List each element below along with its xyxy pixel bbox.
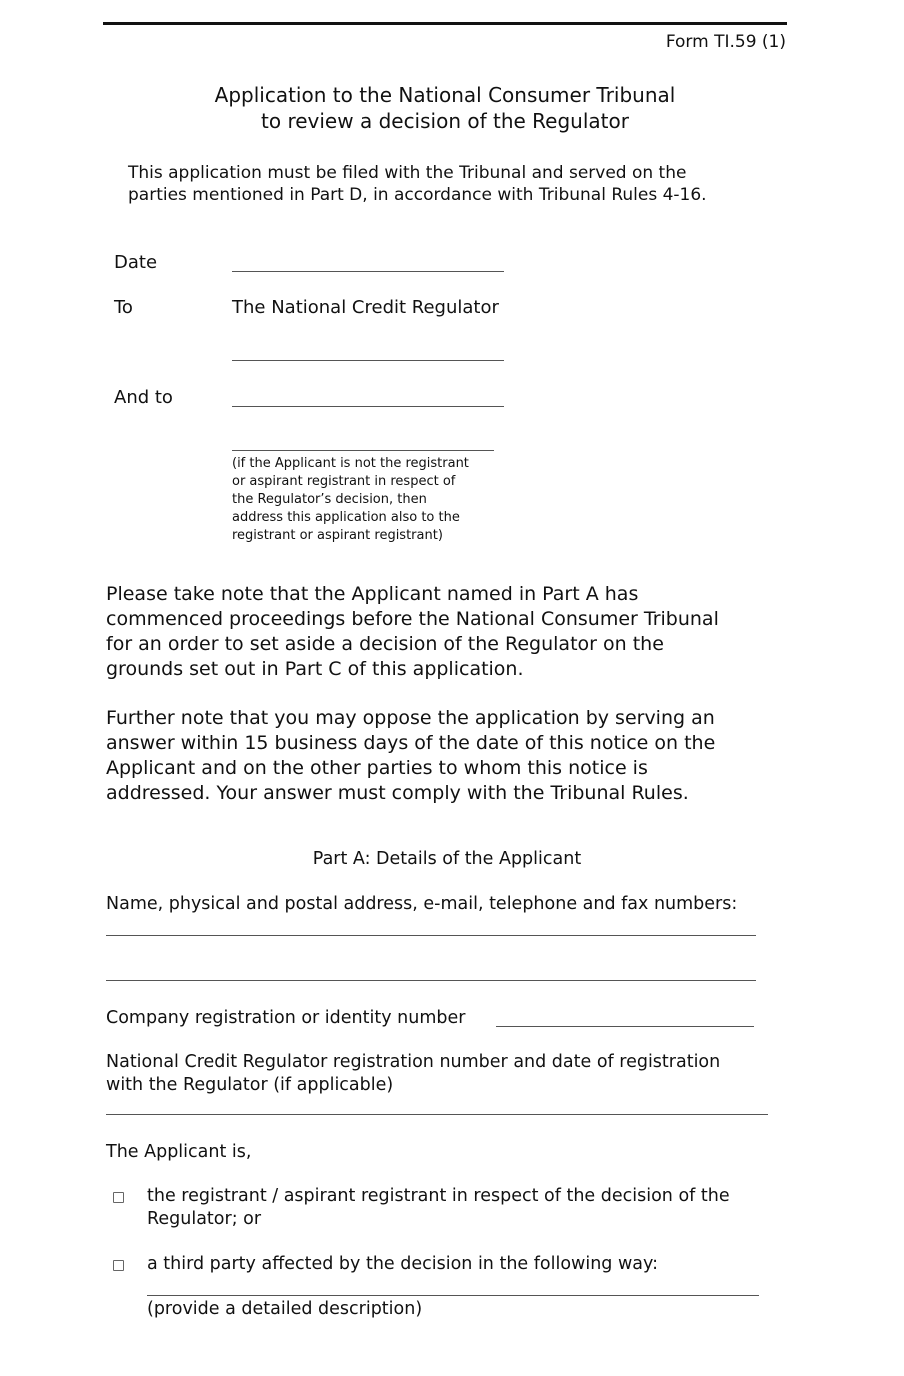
intro-line: parties mentioned in Part D, in accordance with Tribunal Rules 4-16.: [128, 185, 707, 205]
company-registration-line[interactable]: [496, 1026, 754, 1027]
form-number: Form TI.59 (1): [665, 32, 786, 52]
notice-line: Further note that you may oppose the application by serving an: [106, 707, 715, 729]
to-value: The National Credit Regulator: [232, 297, 499, 318]
notice-line: grounds set out in Part C of this application.: [106, 658, 524, 680]
applicant-is-label: The Applicant is,: [106, 1142, 252, 1162]
to-label: To: [114, 297, 133, 318]
form-title-line1: Application to the National Consumer Tribunal: [214, 83, 676, 107]
notice-line: Please take note that the Applicant named in Part A has: [106, 583, 639, 605]
option-registrant-checkbox[interactable]: [113, 1192, 124, 1203]
form-title-line2: to review a decision of the Regulator: [261, 109, 629, 133]
name-address-line-1[interactable]: [106, 935, 756, 936]
intro-text: [128, 162, 808, 206]
intro-line: This application must be filed with the Tribunal and served on the: [128, 163, 687, 183]
option-line: the registrant / aspirant registrant in respect of the decision of the: [147, 1186, 730, 1206]
option-line: Regulator; or: [147, 1209, 262, 1229]
option-third-party-checkbox[interactable]: [113, 1260, 124, 1271]
notice-paragraph-1: [106, 582, 806, 682]
name-address-label: Name, physical and postal address, e-mail, telephone and fax numbers:: [106, 894, 738, 914]
note-line: registrant or aspirant registrant): [232, 528, 443, 543]
notice-line: Applicant and on the other parties to whom this notice is: [106, 757, 648, 779]
and-to-label: And to: [114, 387, 173, 408]
company-registration-label: Company registration or identity number: [106, 1008, 466, 1028]
part-a-heading: Part A: Details of the Applicant: [312, 849, 582, 869]
notice-paragraph-2: [106, 706, 806, 806]
notice-line: for an order to set aside a decision of the Regulator on the: [106, 633, 664, 655]
ncr-line: National Credit Regulator registration number and date of registration: [106, 1052, 721, 1072]
notice-line: addressed. Your answer must comply with the Tribunal Rules.: [106, 782, 689, 804]
third-party-description-line[interactable]: [147, 1295, 759, 1296]
option-registrant-text: [147, 1185, 730, 1231]
name-address-line-2[interactable]: [106, 980, 756, 981]
ncr-registration-line[interactable]: [106, 1114, 768, 1115]
note-line: or aspirant registrant in respect of: [232, 474, 456, 489]
and-to-field-line[interactable]: [232, 406, 504, 407]
note-line: (if the Applicant is not the registrant: [232, 456, 469, 471]
notice-line: answer within 15 business days of the date of this notice on the: [106, 732, 716, 754]
top-rule: [103, 22, 787, 25]
option-third-party-text: a third party affected by the decision in the following way:: [147, 1254, 658, 1274]
notice-line: commenced proceedings before the National Consumer Tribunal: [106, 608, 719, 630]
third-party-description-note: (provide a detailed description): [147, 1299, 423, 1319]
and-to-note: [232, 455, 522, 545]
note-line: the Regulator’s decision, then: [232, 492, 427, 507]
ncr-registration-label: [106, 1051, 720, 1097]
and-to-extra-line[interactable]: [232, 450, 494, 451]
date-label: Date: [114, 252, 158, 273]
to-extra-line[interactable]: [232, 360, 504, 361]
ncr-line: with the Regulator (if applicable): [106, 1075, 394, 1095]
date-field-line[interactable]: [232, 271, 504, 272]
note-line: address this application also to the: [232, 510, 460, 525]
